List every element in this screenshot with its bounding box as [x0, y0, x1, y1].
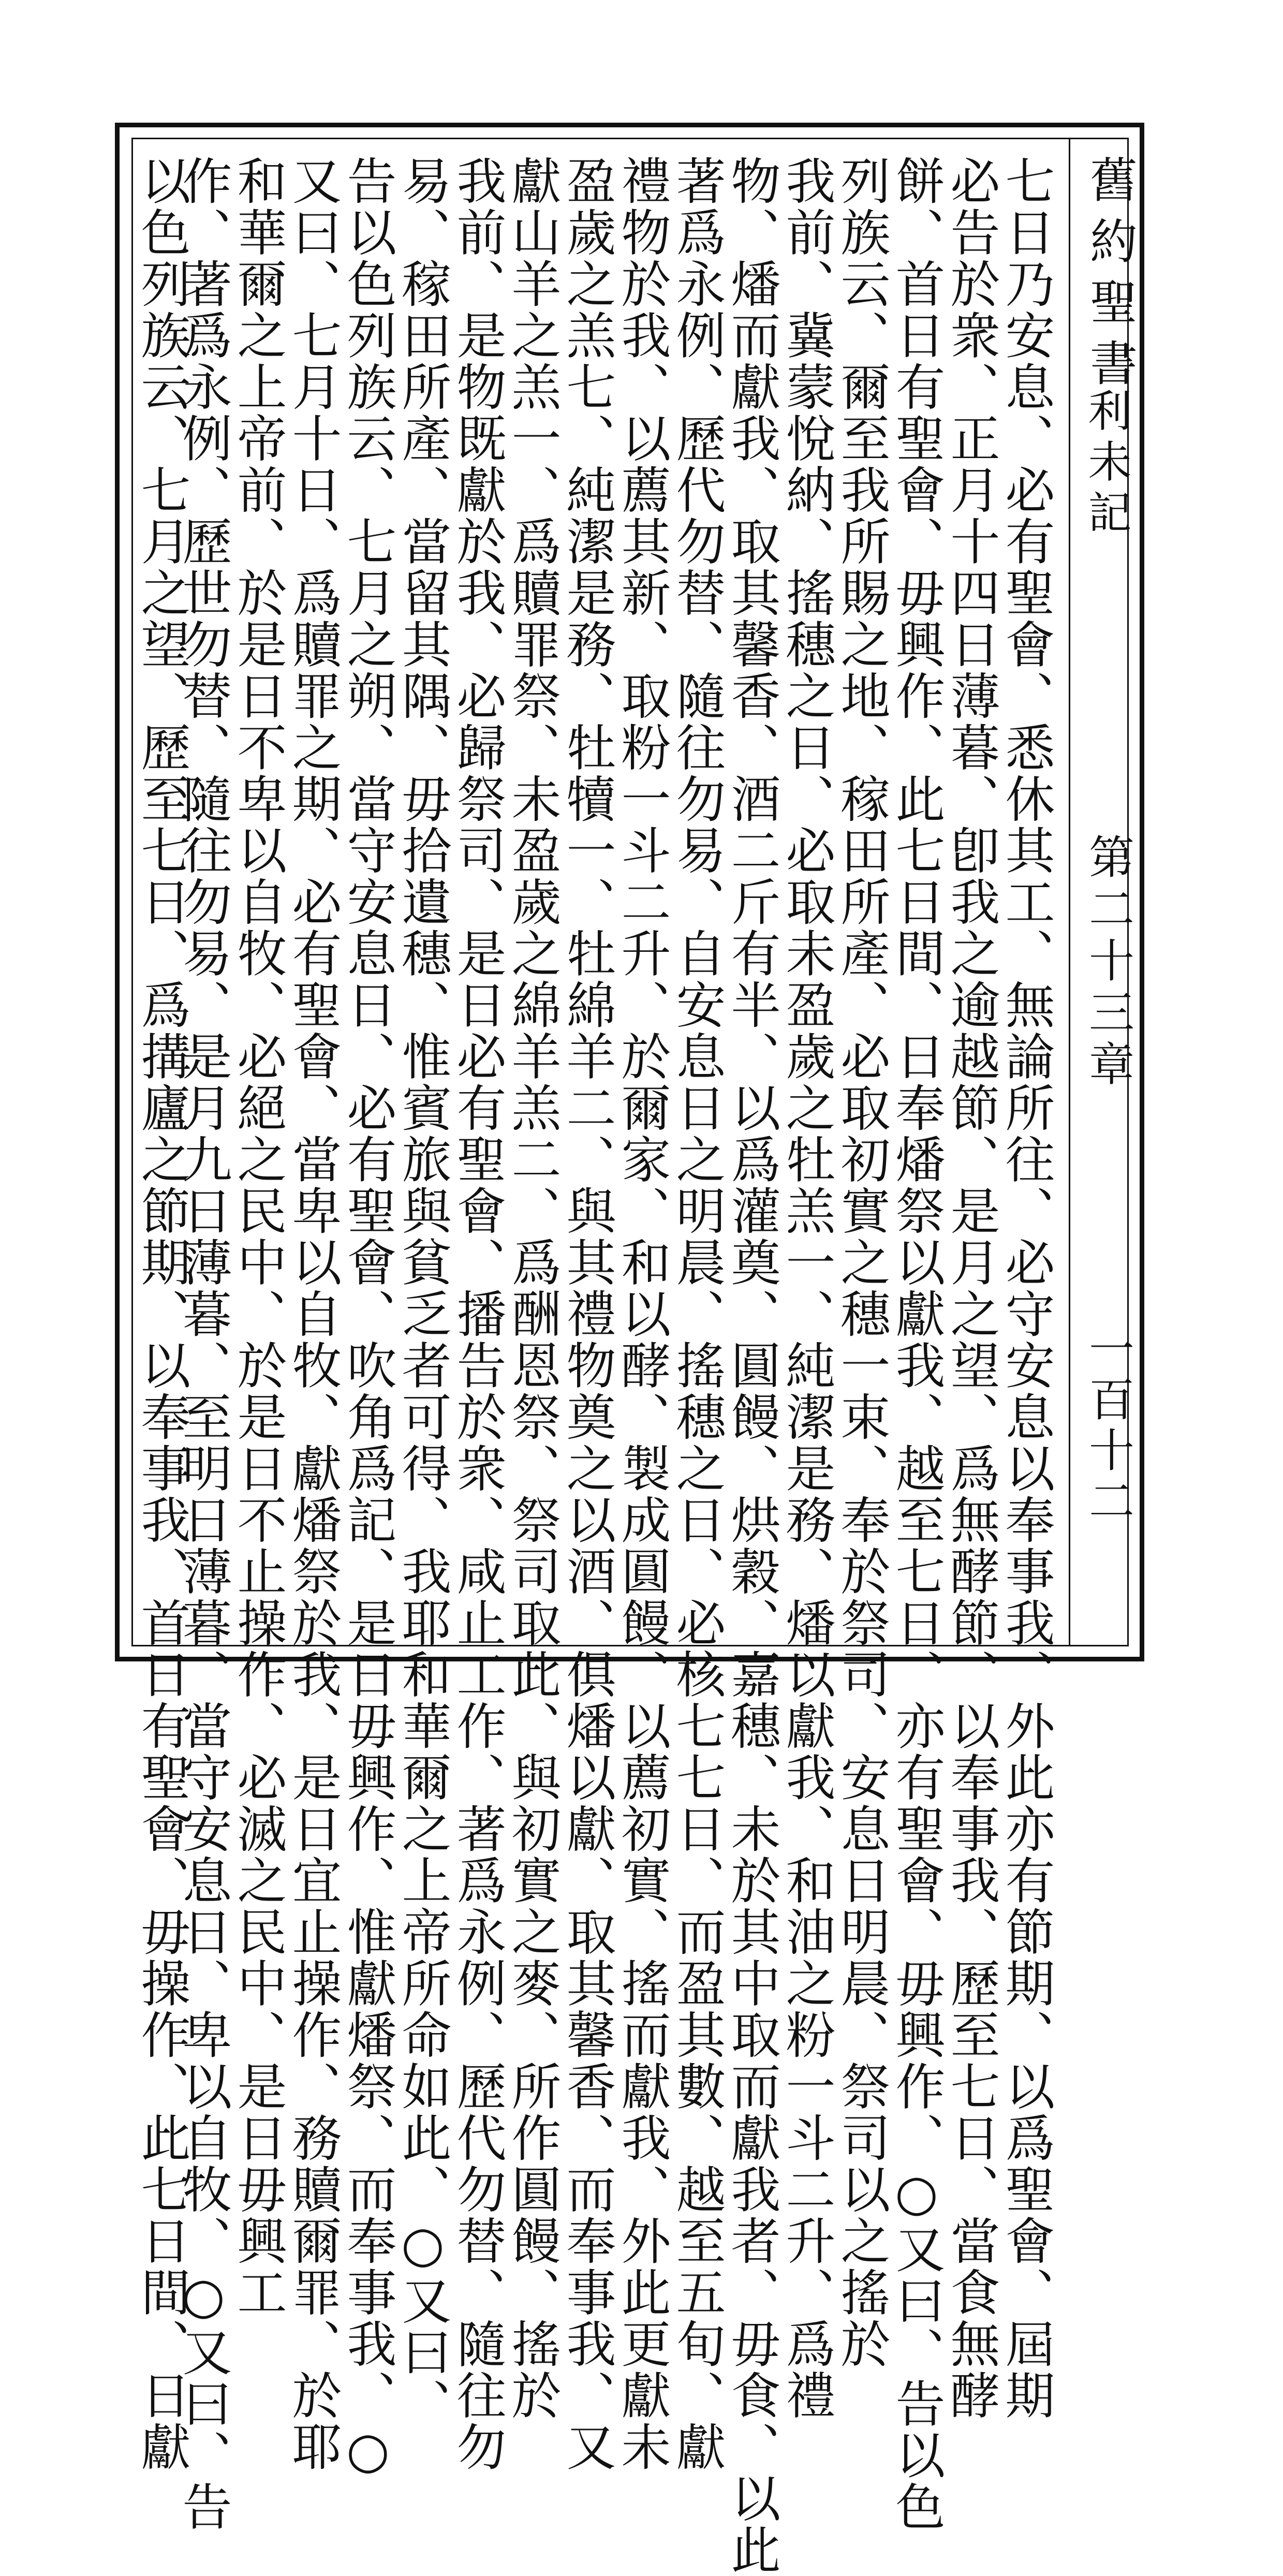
text-column: 易、稼田所產、當留其隅、毋拾遺穗、惟賓旅與貧乏者可得、我耶和華爾之上帝所命如此、○又曰、 [394, 155, 452, 2430]
text-column: 告以色列族云、七月之朔、當守安息日、必有聖會、吹角爲記、是日毋興作、惟獻燔祭、而奉事我、○ [339, 155, 397, 2481]
header-divider-line [1069, 139, 1070, 1646]
text-column: 餅、首日有聖會、毋興作、此七日間、日奉燔祭以獻我、越至七日、亦有聖會、毋興作、○又曰、告以色 [888, 155, 946, 2533]
text-column: 獻山羊之羔一、爲贖罪祭、未盈歲之綿羊羔二、爲酬恩祭、祭司取此、與初實之麥、所作圓饅、搖於 [504, 155, 562, 2421]
text-column: 又曰、七月十日、爲贖罪之期、必有聖會、當卑以自牧、獻燔祭於我、是日宜止操作、務贖爾罪、於耶 [284, 155, 342, 2473]
text-column: 我前、是物既獻於我、必歸祭司、是日必有聖會、播告於衆、咸止工作、著爲永例、歷代勿替、隨往勿 [449, 155, 507, 2473]
text-column: 必告於衆、正月十四日薄暮、卽我之逾越節、是月之望、爲無酵節、以奉事我、歷至七日、當食無酵 [942, 155, 1000, 2421]
text-column: 和華爾之上帝前、於是日不卑以自牧、必絕之民中、於是日不止操作、必滅之民中、是日毋興工 [229, 155, 287, 2318]
text-column: 物、燔而獻我、取其馨香、酒二斤有半、以爲灌奠、圓饅、烘穀、嘉穗、未於其中取而獻我者、毋食、以此 [723, 155, 781, 2576]
text-column: 著爲永例、歷代勿替、隨往勿易、自安息日之明晨、搖穗之日、必核七七日、而盈其數、越至五旬、獻 [668, 155, 726, 2473]
book-title: 舊約聖書 [1082, 155, 1138, 400]
text-column: 列族云、爾至我所賜之地、稼田所產、必取初實之穗一束、奉於祭司、安息日明晨、祭司以之搖於 [833, 155, 891, 2370]
text-column: 以色列族云、七月之望、歷至七日、爲搆廬之節期、以奉事我、首日有聖會、毋操作、此七日間、日獻 [133, 155, 191, 2473]
text-column: 我前、冀蒙悅納、搖穗之日、必取未盈歲之牡羔一、純潔是務、燔以獻我、和油之粉一斗二升、爲禮 [778, 155, 836, 2421]
text-column: 盈歲之羔七、純潔是務、牡犢一、牡綿羊二、與其禮物奠之以酒、俱燔以獻、取其馨香、而奉事我、又 [558, 155, 616, 2473]
section-name: 利未記 [1081, 388, 1132, 540]
text-column: 七日乃安息、必有聖會、悉休其工、無論所往、必守安息以奉事我、外此亦有節期、以爲聖會、屆期 [997, 155, 1055, 2421]
text-column: 禮物於我、以薦其新、取粉一斗二升、於爾家、和以酵、製成圓饅、以薦初實、搖而獻我、外此更獻未 [613, 155, 671, 2473]
chapter-heading: 第二十三章 [1082, 833, 1135, 1092]
page-number: 一百十二 [1082, 1325, 1135, 1528]
text-column: 作、著爲永例、歷世勿替、隨往勿易、是月九日薄暮、至明日薄暮、當守安息日、卑以自牧、○又曰、告 [174, 155, 232, 2533]
